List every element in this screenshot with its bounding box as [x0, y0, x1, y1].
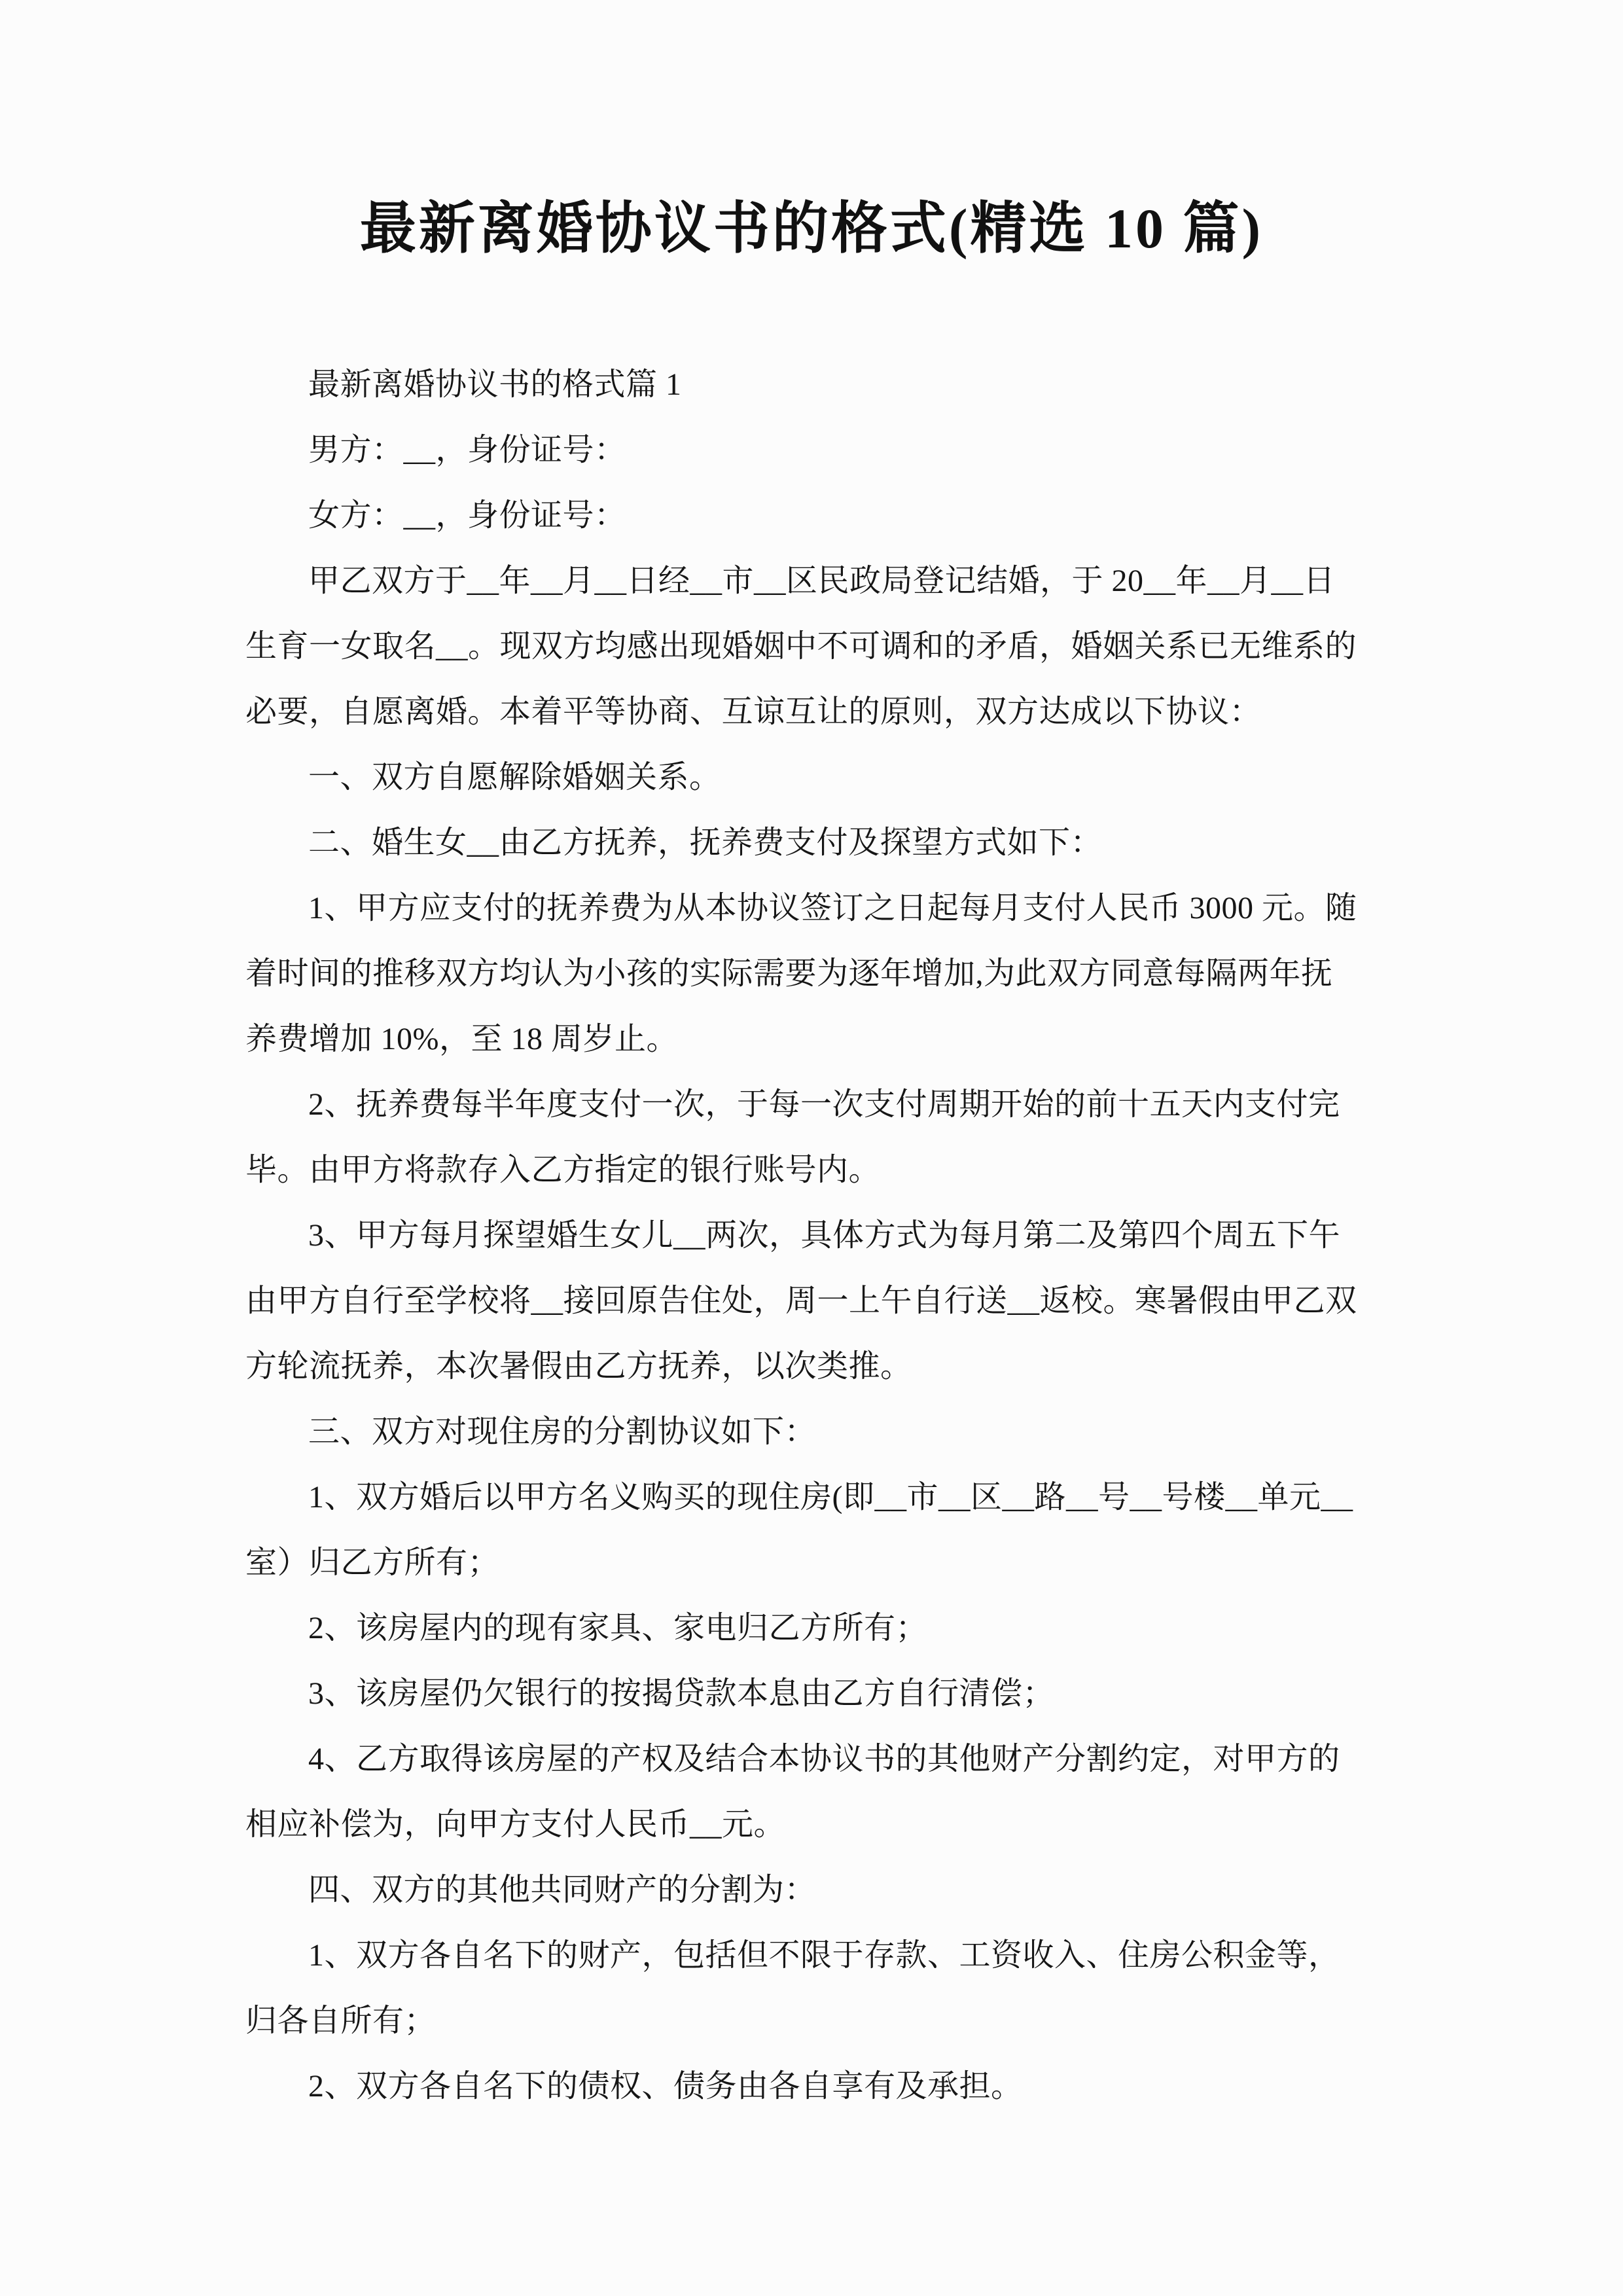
document-line: 由甲方自行至学校将__接回原告住处，周一上午自行送__返校。寒暑假由甲乙双 — [245, 1283, 1357, 1318]
document-line: 三、双方对现住房的分割协议如下： — [308, 1414, 817, 1449]
document-line: 2、抚养费每半年度支付一次，于每一次支付周期开始的前十五天内支付完 — [308, 1087, 1340, 1122]
document-line: 女方：__，身份证号： — [308, 498, 626, 533]
document-line: 归各自所有； — [245, 2003, 437, 2038]
document-line: 毕。由甲方将款存入乙方指定的银行账号内。 — [245, 1153, 881, 1187]
document-line: 方轮流抚养，本次暑假由乙方抚养，以次类推。 — [245, 1349, 912, 1384]
document-line: 4、乙方取得该房屋的产权及结合本协议书的其他财产分割约定，对甲方的 — [308, 1742, 1340, 1776]
document-line: 2、双方各自名下的债权、债务由各自享有及承担。 — [308, 2069, 1023, 2104]
document-line: 着时间的推移双方均认为小孩的实际需要为逐年增加,为此双方同意每隔两年抚 — [245, 956, 1333, 991]
document-line: 最新离婚协议书的格式篇 1 — [308, 367, 682, 402]
document-line: 2、该房屋内的现有家具、家电归乙方所有； — [308, 1611, 928, 1645]
document-title: 最新离婚协议书的格式(精选 10 篇) — [359, 197, 1264, 260]
document-line: 甲乙双方于__年__月__日经__市__区民政局登记结婚，于 20__年__月__日 — [308, 564, 1336, 598]
document-line: 二、婚生女__由乙方抚养，抚养费支付及探望方式如下： — [308, 825, 1103, 860]
document-line: 一、双方自愿解除婚姻关系。 — [308, 760, 721, 795]
document-line: 1、甲方应支付的抚养费为从本协议签订之日起每月支付人民币 3000 元。随 — [308, 891, 1357, 925]
document-line: 男方：__，身份证号： — [308, 433, 626, 467]
document-line: 1、双方各自名下的财产，包括但不限于存款、工资收入、住房公积金等， — [308, 1938, 1340, 1973]
document-line: 3、该房屋仍欠银行的按揭贷款本息由乙方自行清偿； — [308, 1676, 1055, 1711]
document-line: 室）归乙方所有； — [245, 1545, 500, 1580]
document-line: 养费增加 10%，至 18 周岁止。 — [245, 1022, 678, 1056]
document-line: 生育一女取名__。现双方均感出现婚姻中不可调和的矛盾，婚姻关系已无维系的 — [245, 629, 1357, 664]
document-body — [245, 352, 1378, 2119]
document-line: 1、双方婚后以甲方名义购买的现住房(即__市__区__路__号__号楼__单元__ — [308, 1480, 1353, 1515]
document-line: 相应补偿为，向甲方支付人民币__元。 — [245, 1807, 786, 1842]
document-line: 四、双方的其他共同财产的分割为： — [308, 1873, 817, 1907]
document-line: 3、甲方每月探望婚生女儿__两次，具体方式为每月第二及第四个周五下午 — [308, 1218, 1341, 1253]
document-line: 必要，自愿离婚。本着平等协商、互谅互让的原则，双方达成以下协议： — [245, 694, 1262, 729]
